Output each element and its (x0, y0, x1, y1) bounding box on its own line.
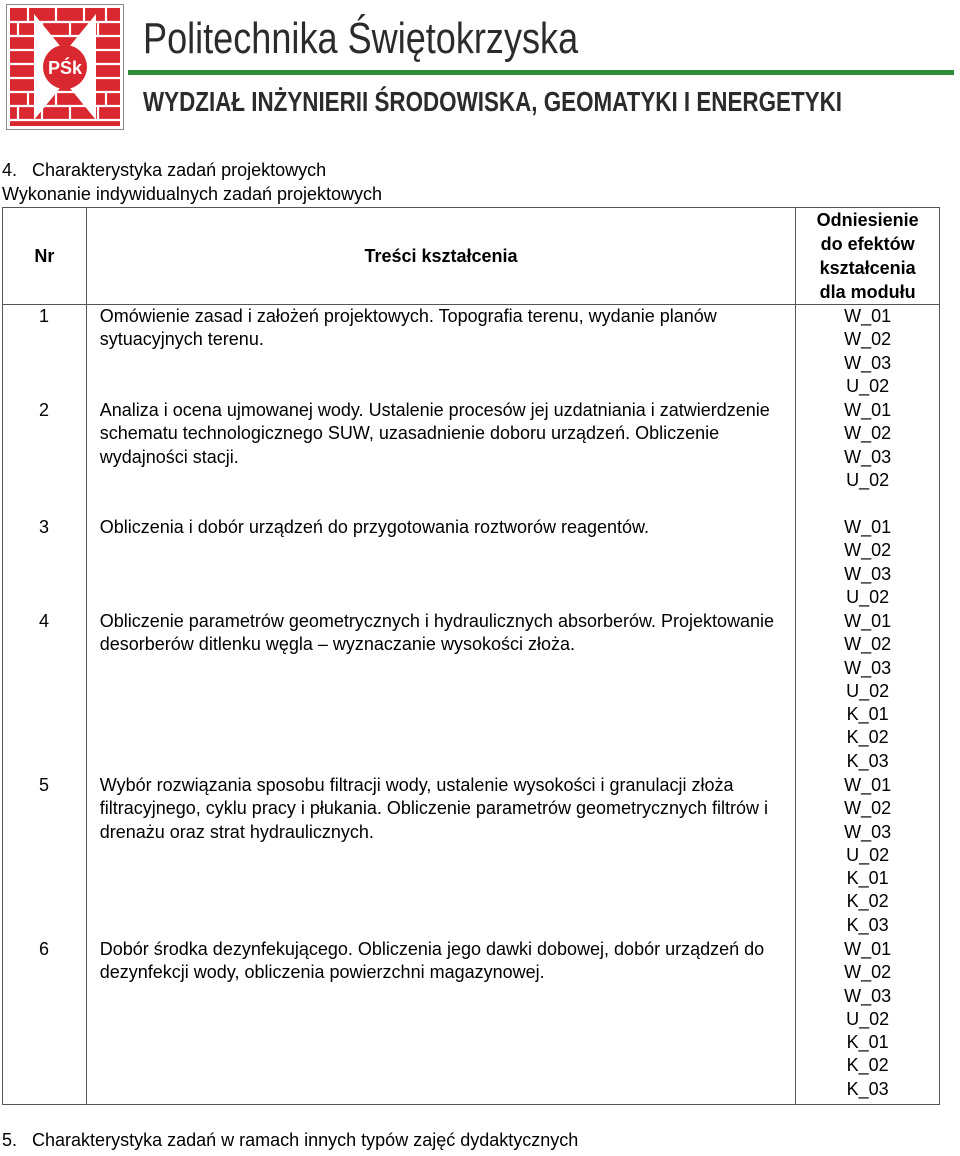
table-row (3, 305, 940, 400)
row-number: 1 (3, 305, 87, 400)
row-number: 3 (3, 516, 87, 610)
table-row (3, 774, 940, 938)
faculty-name: WYDZIAŁ INŻYNIERII ŚRODOWISKA, GEOMATYKI I ENERGETYKI (143, 86, 842, 117)
header-reference-line: Odniesienie (816, 210, 919, 230)
reference-code: W_03 (844, 446, 892, 467)
row-content: Dobór środka dezynfekującego. Obliczenia jego dawki dobowej, dobór urządzeń do dezynfekcji wody, obliczenia powierzchni magazynowej. (86, 938, 795, 1105)
header-content: Treści kształcenia (86, 208, 795, 305)
row-number: 4 (3, 610, 87, 774)
reference-code: W_03 (844, 657, 892, 678)
reference-code: W_01 (844, 611, 892, 631)
reference-code: K_02 (846, 891, 889, 912)
row-content: Obliczenie parametrów geometrycznych i hydraulicznych absorberów. Projektowanie desorberów ditlenku węgla – wyznaczanie wysokości złoża. (86, 610, 795, 774)
section-4-subtitle: Wykonanie indywidualnych zadań projektowych (2, 184, 383, 204)
reference-code: U_02 (846, 1008, 890, 1029)
row-number: 2 (3, 399, 87, 516)
reference-code: W_01 (844, 400, 892, 420)
page-header (0, 0, 960, 140)
reference-code: W_03 (844, 985, 892, 1006)
reference-code: U_02 (846, 375, 890, 396)
header-nr: Nr (3, 208, 87, 305)
university-name: Politechnika Świętokrzyska (143, 14, 579, 63)
table-row (3, 610, 940, 774)
row-content: Obliczenia i dobór urządzeń do przygotowania roztworów reagentów. (86, 516, 795, 610)
row-references (796, 610, 940, 774)
reference-code: K_03 (846, 1078, 889, 1099)
university-logo-icon (6, 4, 124, 130)
reference-code: W_02 (844, 329, 892, 350)
row-content: Wybór rozwiązania sposobu filtracji wody, ustalenie wysokości i granulacji złoża filtracyjnego, cyklu pracy i płukania. Obliczenie parametrów geometrycznych filtrów i drenażu oraz strat hydraulicznych. (86, 774, 795, 938)
section-5-number: 5. (2, 1130, 18, 1150)
section-5-title: Charakterystyka zadań w ramach innych typów zajęć dydaktycznych (32, 1130, 579, 1150)
row-references (796, 516, 940, 610)
reference-code: W_03 (844, 563, 892, 584)
section-4-number: 4. (2, 160, 18, 180)
reference-code: W_01 (844, 775, 892, 795)
row-content: Analiza i ocena ujmowanej wody. Ustalenie procesów jej uzdatniania i zatwierdzenie schematu technologicznego SUW, uzasadnienie doboru urządzeń. Obliczenie wydajności stacji. (86, 399, 795, 516)
section-5-heading (2, 1130, 578, 1151)
reference-code: W_02 (844, 798, 892, 819)
section-4-heading (2, 160, 326, 181)
row-content: Omówienie zasad i założeń projektowych. Topografia terenu, wydanie planów sytuacyjnych terenu. (86, 305, 795, 400)
reference-code: K_01 (846, 868, 889, 889)
reference-code: W_03 (844, 352, 892, 373)
reference-code: U_02 (846, 469, 890, 490)
table-row (3, 516, 940, 610)
reference-code: W_02 (844, 962, 892, 983)
header-reference-line: do efektów (820, 234, 915, 254)
row-references (796, 399, 940, 516)
section-4-title: Charakterystyka zadań projektowych (32, 160, 327, 180)
reference-code: W_02 (844, 634, 892, 655)
header-reference-line: dla modułu (819, 282, 916, 302)
table-header-row (3, 208, 940, 305)
row-references (796, 305, 940, 400)
header-reference (796, 208, 940, 305)
row-references (796, 774, 940, 938)
reference-code: U_02 (846, 680, 890, 701)
reference-code: W_01 (844, 306, 892, 326)
row-number: 5 (3, 774, 87, 938)
row-number: 6 (3, 938, 87, 1105)
reference-code: K_01 (846, 1032, 889, 1053)
svg-text:PŚk: PŚk (47, 58, 83, 78)
header-divider (128, 70, 954, 75)
reference-code: K_02 (846, 1055, 889, 1076)
reference-code: U_02 (846, 844, 890, 865)
reference-code: W_03 (844, 821, 892, 842)
reference-code: K_03 (846, 750, 889, 771)
content-table (2, 207, 940, 1105)
table-row (3, 399, 940, 516)
row-references (796, 938, 940, 1105)
reference-code: K_03 (846, 914, 889, 935)
reference-code: W_01 (844, 517, 892, 537)
reference-code: W_02 (844, 423, 892, 444)
reference-code: K_01 (846, 704, 889, 725)
reference-code: K_02 (846, 727, 889, 748)
reference-code: W_01 (844, 939, 892, 959)
table-row (3, 938, 940, 1105)
reference-code: U_02 (846, 586, 890, 607)
header-reference-line: kształcenia (819, 258, 916, 278)
reference-code: W_02 (844, 540, 892, 561)
